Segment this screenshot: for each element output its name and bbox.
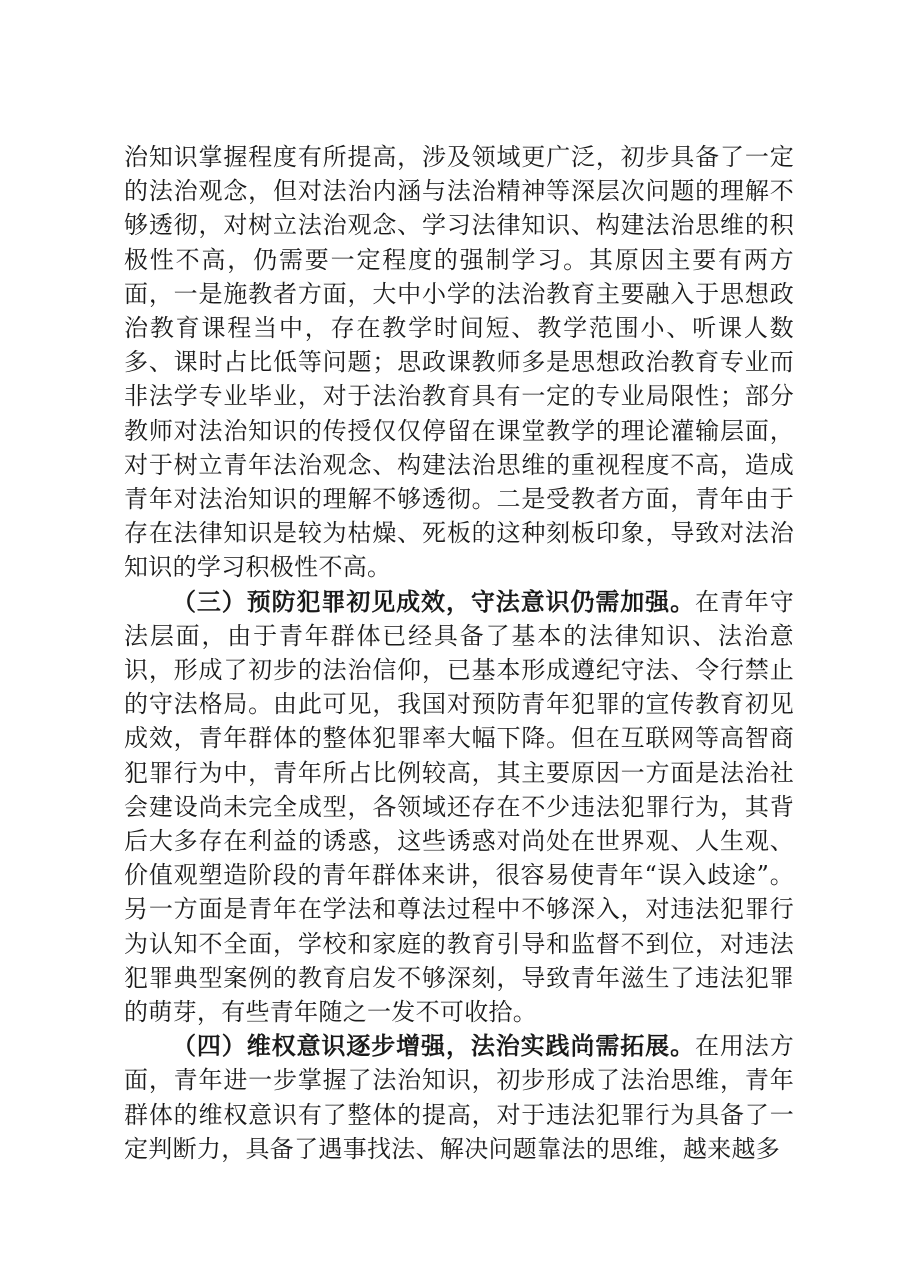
paragraph-text: 在用法方面，青年进一步掌握了法治知识，初步形成了法治思维，青年群体的维权意识有了整体的提高，对于违法犯罪行为具备了一定判断力，具备了遇事找法、解决问题靠法的思维，越来越多 xyxy=(124,1032,794,1163)
document-page xyxy=(124,140,794,1166)
section-heading-4: （四）维权意识逐步增强，法治实践尚需拓展。 xyxy=(172,1031,695,1061)
paragraph-continuation xyxy=(124,140,794,585)
section-heading-3: （三）预防犯罪初见成效，守法意识仍需加强。 xyxy=(172,586,695,616)
paragraph-section-4 xyxy=(124,1029,794,1166)
paragraph-text: 在青年守法层面，由于青年群体已经具备了基本的法律知识、法治意识，形成了初步的法治信仰，已基本形成遵纪守法、令行禁止的守法格局。由此可见，我国对预防青年犯罪的宣传教育初见成效，青年群体的整体犯罪率大幅下降。但在互联网等高智商犯罪行为中，青年所占比例较高，其主要原因一方面是法治社会建设尚未完全成型，各领域还存在不少违法犯罪行为，其背后大多存在利益的诱惑，这些诱惑对尚处在世界观、人生观、价值观塑造阶段的青年群体来讲，很容易使青年“误入歧途”。另一方面是青年在学法和尊法过程中不够深入，对违法犯罪行为认知不全面，学校和家庭的教育引导和监督不到位，对违法犯罪典型案例的教育启发不够深刻，导致青年滋生了违法犯罪的萌芽，有些青年随之一发不可收拾。 xyxy=(124,587,794,1027)
paragraph-section-3 xyxy=(124,585,794,1030)
paragraph-text: 治知识掌握程度有所提高，涉及领域更广泛，初步具备了一定的法治观念，但对法治内涵与法治精神等深层次问题的理解不够透彻，对树立法治观念、学习法律知识、构建法治思维的积极性不高，仍需要一定程度的强制学习。其原因主要有两方面，一是施教者方面，大中小学的法治教育主要融入于思想政治教育课程当中，存在教学时间短、教学范围小、听课人数多、课时占比低等问题；思政课教师多是思想政治教育专业而非法学专业毕业，对于法治教育具有一定的专业局限性；部分教师对法治知识的传授仅仅停留在课堂教学的理论灌输层面，对于树立青年法治观念、构建法治思维的重视程度不高，造成青年对法治知识的理解不够透彻。二是受教者方面，青年由于存在法律知识是较为枯燥、死板的这种刻板印象，导致对法治知识的学习积极性不高。 xyxy=(124,143,794,582)
